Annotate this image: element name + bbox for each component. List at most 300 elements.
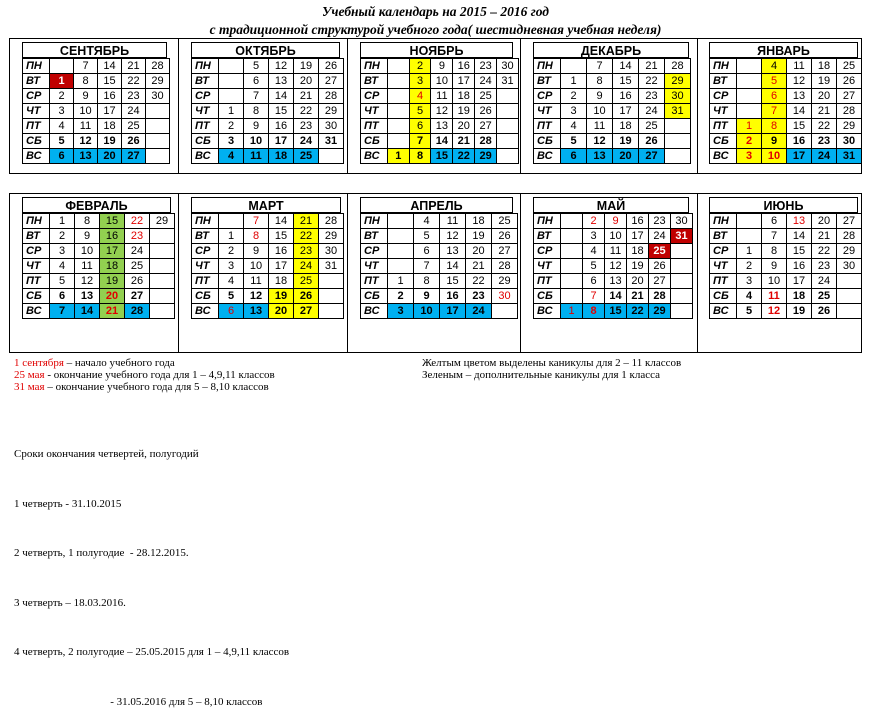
note-start: 1 сентября – начало учебного года [14, 357, 175, 369]
date-cell: 25 [639, 119, 665, 134]
day-name-cell: ВТ [192, 229, 219, 244]
date-cell: 16 [787, 134, 812, 149]
date-cell: 1 [737, 119, 762, 134]
month-name: МАЙ [533, 197, 689, 213]
date-cell: 28 [649, 289, 671, 304]
date-cell: 11 [74, 119, 98, 134]
date-cell: 23 [649, 214, 671, 229]
date-cell: 13 [787, 89, 812, 104]
day-name-cell: СБ [534, 134, 561, 149]
date-cell: 9 [244, 119, 269, 134]
date-cell: 15 [269, 229, 294, 244]
day-name-cell: ВС [361, 149, 388, 164]
day-name-cell: СР [710, 89, 737, 104]
day-name-cell: ПН [192, 214, 219, 229]
day-name-cell: ВС [534, 149, 561, 164]
date-cell: 21 [453, 134, 475, 149]
date-cell: 7 [74, 59, 98, 74]
date-cell: 9 [762, 259, 787, 274]
day-name-cell: ПТ [710, 274, 737, 289]
date-cell: 14 [75, 304, 100, 319]
date-cell: 27 [492, 244, 518, 259]
date-cell: 23 [475, 59, 497, 74]
frame-divider [347, 193, 348, 353]
day-name-cell: ПН [192, 59, 219, 74]
date-cell: 21 [466, 259, 492, 274]
date-cell: 24 [125, 244, 150, 259]
date-cell: 23 [812, 134, 837, 149]
date-cell: 15 [605, 304, 627, 319]
date-cell: 17 [269, 134, 294, 149]
date-cell: 19 [613, 134, 639, 149]
date-cell: 30 [671, 214, 693, 229]
day-name-cell: СБ [192, 134, 219, 149]
day-name-cell: ПН [23, 59, 50, 74]
date-cell: 17 [787, 149, 812, 164]
date-cell: 18 [466, 214, 492, 229]
date-cell: 29 [837, 119, 862, 134]
date-cell: 3 [388, 304, 414, 319]
frame-divider [697, 193, 698, 353]
day-name-cell: ЧТ [534, 259, 561, 274]
day-name-cell: СБ [361, 289, 388, 304]
date-cell: 4 [414, 214, 440, 229]
date-cell: 6 [219, 304, 244, 319]
date-cell: 11 [605, 244, 627, 259]
date-cell: 31 [671, 229, 693, 244]
date-cell: 7 [244, 89, 269, 104]
date-cell: 18 [453, 89, 475, 104]
frame-divider [520, 193, 521, 353]
date-cell: 23 [466, 289, 492, 304]
frame-divider [178, 193, 179, 353]
date-cell: 1 [388, 274, 414, 289]
note-end-primary: 25 мая - окончание учебного года для 1 – 4,9,11 классов [14, 369, 275, 381]
date-cell: 26 [319, 59, 344, 74]
date-cell: 6 [409, 119, 431, 134]
day-name-cell: ВС [192, 304, 219, 319]
frame-divider [697, 38, 698, 174]
date-cell: 5 [762, 74, 787, 89]
date-cell: 27 [319, 74, 344, 89]
frame-divider [347, 38, 348, 174]
day-name-cell: ВТ [710, 74, 737, 89]
date-cell: 27 [122, 149, 146, 164]
date-cell: 14 [269, 89, 294, 104]
date-cell: 21 [627, 289, 649, 304]
day-name-cell: СБ [710, 289, 737, 304]
day-name-cell: ПН [361, 214, 388, 229]
date-cell: 4 [583, 244, 605, 259]
date-cell: 29 [319, 104, 344, 119]
date-cell: 22 [125, 214, 150, 229]
date-cell: 14 [605, 289, 627, 304]
date-cell: 16 [100, 229, 125, 244]
date-cell: 26 [639, 134, 665, 149]
date-cell: 10 [762, 149, 787, 164]
date-cell: 13 [431, 119, 453, 134]
month-name: ИЮНЬ [709, 197, 858, 213]
date-cell: 15 [440, 274, 466, 289]
calendar-frame [9, 193, 862, 353]
date-cell: 4 [561, 119, 587, 134]
date-cell: 1 [561, 74, 587, 89]
terms-block [14, 413, 289, 727]
date-cell: 3 [583, 229, 605, 244]
date-cell: 25 [125, 259, 150, 274]
date-cell: 12 [244, 289, 269, 304]
date-cell: 6 [244, 74, 269, 89]
date-cell: 31 [319, 134, 344, 149]
date-cell: 9 [431, 59, 453, 74]
date-cell: 6 [762, 214, 787, 229]
date-cell: 18 [269, 274, 294, 289]
date-cell: 15 [613, 74, 639, 89]
date-cell: 12 [605, 259, 627, 274]
date-cell: 17 [440, 304, 466, 319]
date-cell: 25 [837, 59, 862, 74]
date-cell: 28 [475, 134, 497, 149]
date-cell: 5 [737, 304, 762, 319]
date-cell: 5 [414, 229, 440, 244]
date-cell: 15 [269, 104, 294, 119]
date-cell: 12 [587, 134, 613, 149]
date-cell: 12 [762, 304, 787, 319]
date-cell: 29 [649, 304, 671, 319]
date-cell: 8 [414, 274, 440, 289]
date-cell: 24 [122, 104, 146, 119]
date-cell: 29 [319, 229, 344, 244]
date-cell: 27 [475, 119, 497, 134]
date-cell: 11 [75, 259, 100, 274]
day-name-cell: ВС [710, 304, 737, 319]
date-cell: 3 [219, 259, 244, 274]
day-name-cell: ПН [710, 59, 737, 74]
day-name-cell: ВС [23, 304, 50, 319]
date-cell: 14 [98, 59, 122, 74]
date-cell: 2 [737, 134, 762, 149]
date-cell: 3 [561, 104, 587, 119]
date-cell: 21 [294, 89, 319, 104]
date-cell: 1 [737, 244, 762, 259]
date-cell: 10 [74, 104, 98, 119]
date-cell: 30 [497, 59, 519, 74]
date-cell: 30 [837, 134, 862, 149]
date-cell: 6 [762, 89, 787, 104]
date-cell: 20 [627, 274, 649, 289]
date-cell: 18 [98, 119, 122, 134]
date-cell: 2 [50, 229, 75, 244]
date-cell: 5 [219, 289, 244, 304]
date-cell: 28 [319, 214, 344, 229]
date-cell: 5 [244, 59, 269, 74]
date-cell: 6 [414, 244, 440, 259]
date-cell: 18 [613, 119, 639, 134]
date-cell: 8 [762, 244, 787, 259]
date-cell: 10 [762, 274, 787, 289]
day-name-cell: СР [192, 244, 219, 259]
day-name-cell: ВТ [534, 74, 561, 89]
date-cell: 8 [74, 74, 98, 89]
date-cell: 9 [74, 89, 98, 104]
date-cell: 21 [639, 59, 665, 74]
date-cell: 9 [414, 289, 440, 304]
date-cell: 24 [812, 274, 837, 289]
date-cell: 14 [787, 229, 812, 244]
date-cell: 9 [587, 89, 613, 104]
date-cell: 30 [319, 119, 344, 134]
term-3: 3 четверть – 18.03.2016. [14, 596, 126, 609]
date-cell: 25 [649, 244, 671, 259]
date-cell: 7 [244, 214, 269, 229]
date-cell: 10 [587, 104, 613, 119]
date-cell: 5 [409, 104, 431, 119]
date-cell: 14 [431, 134, 453, 149]
date-cell: 16 [453, 59, 475, 74]
date-cell: 27 [837, 89, 862, 104]
day-name-cell: ПН [23, 214, 50, 229]
date-cell: 8 [583, 304, 605, 319]
date-cell: 2 [583, 214, 605, 229]
date-cell: 10 [244, 259, 269, 274]
date-cell: 10 [431, 74, 453, 89]
date-cell: 28 [492, 259, 518, 274]
date-cell: 22 [812, 244, 837, 259]
date-cell: 20 [294, 74, 319, 89]
date-cell: 30 [492, 289, 518, 304]
day-name-cell: ЧТ [534, 104, 561, 119]
date-cell: 8 [762, 119, 787, 134]
month-name: НОЯБРЬ [360, 42, 513, 58]
date-cell: 17 [787, 274, 812, 289]
note-end-secondary: 31 мая – окончание учебного года для 5 – 8,10 классов [14, 381, 269, 393]
date-cell: 4 [219, 149, 244, 164]
date-cell: 29 [475, 149, 497, 164]
date-cell: 14 [787, 104, 812, 119]
date-cell: 4 [409, 89, 431, 104]
date-cell: 23 [125, 229, 150, 244]
date-cell: 12 [269, 59, 294, 74]
date-cell: 20 [100, 289, 125, 304]
date-cell: 2 [219, 244, 244, 259]
day-name-cell: ЧТ [710, 259, 737, 274]
day-name-cell: ПТ [361, 274, 388, 289]
date-cell: 6 [561, 149, 587, 164]
date-cell: 13 [74, 149, 98, 164]
day-name-cell: ЧТ [23, 104, 50, 119]
date-cell: 23 [639, 89, 665, 104]
day-name-cell: ЧТ [361, 104, 388, 119]
calendar-title: Учебный календарь на 2015 – 2016 год [322, 4, 549, 19]
date-cell: 3 [737, 149, 762, 164]
date-cell: 27 [294, 304, 319, 319]
date-cell: 18 [812, 59, 837, 74]
date-cell: 1 [561, 304, 583, 319]
day-name-cell: ПТ [192, 274, 219, 289]
date-cell: 14 [440, 259, 466, 274]
date-cell: 19 [812, 74, 837, 89]
date-cell: 16 [627, 214, 649, 229]
date-cell: 27 [639, 149, 665, 164]
day-name-cell: ПТ [534, 274, 561, 289]
day-name-cell: ПТ [23, 119, 50, 134]
date-cell: 24 [639, 104, 665, 119]
month-name: ЯНВАРЬ [709, 42, 858, 58]
date-cell: 3 [50, 244, 75, 259]
date-cell: 13 [605, 274, 627, 289]
date-cell: 9 [762, 134, 787, 149]
day-name-cell: СР [192, 89, 219, 104]
date-cell: 11 [244, 149, 269, 164]
date-cell: 2 [219, 119, 244, 134]
date-cell: 20 [812, 214, 837, 229]
date-cell: 13 [440, 244, 466, 259]
date-cell: 26 [812, 304, 837, 319]
date-cell: 26 [475, 104, 497, 119]
day-name-cell: СБ [361, 134, 388, 149]
date-cell: 7 [587, 59, 613, 74]
date-cell: 12 [431, 104, 453, 119]
day-name-cell: СР [534, 244, 561, 259]
day-name-cell: ПТ [534, 119, 561, 134]
term-4-secondary: - 31.05.2016 для 5 – 8,10 классов [14, 695, 263, 708]
day-name-cell: ВС [710, 149, 737, 164]
day-name-cell: ПН [534, 59, 561, 74]
date-cell: 17 [627, 229, 649, 244]
date-cell: 5 [50, 274, 75, 289]
day-name-cell: ЧТ [23, 259, 50, 274]
date-cell: 11 [762, 289, 787, 304]
date-cell: 21 [294, 214, 319, 229]
date-cell: 3 [409, 74, 431, 89]
date-cell: 2 [50, 89, 74, 104]
date-cell: 16 [440, 289, 466, 304]
date-cell: 23 [294, 244, 319, 259]
date-cell: 17 [613, 104, 639, 119]
date-cell: 12 [440, 229, 466, 244]
legend-green: Зеленым – дополнительные каникулы для 1 класса [422, 369, 661, 381]
date-cell: 29 [837, 244, 862, 259]
date-cell: 25 [294, 149, 319, 164]
date-cell: 21 [812, 104, 837, 119]
date-cell: 29 [665, 74, 691, 89]
date-cell: 8 [244, 229, 269, 244]
date-cell: 1 [387, 149, 409, 164]
day-name-cell: СР [361, 244, 388, 259]
date-cell: 24 [649, 229, 671, 244]
date-cell: 17 [98, 104, 122, 119]
date-cell: 13 [787, 214, 812, 229]
date-cell: 9 [605, 214, 627, 229]
date-cell: 11 [787, 59, 812, 74]
date-cell: 17 [100, 244, 125, 259]
date-cell: 25 [812, 289, 837, 304]
calendar-frame [9, 38, 862, 174]
month-name: ДЕКАБРЬ [533, 42, 689, 58]
date-cell: 16 [613, 89, 639, 104]
date-cell: 17 [453, 74, 475, 89]
date-cell: 5 [583, 259, 605, 274]
date-cell: 22 [639, 74, 665, 89]
day-name-cell: ВС [23, 149, 50, 164]
date-cell: 14 [269, 214, 294, 229]
date-cell: 7 [414, 259, 440, 274]
day-name-cell: ВТ [192, 74, 219, 89]
date-cell: 13 [244, 304, 269, 319]
date-cell: 29 [146, 74, 170, 89]
date-cell: 21 [100, 304, 125, 319]
date-cell: 20 [269, 304, 294, 319]
date-cell: 15 [100, 214, 125, 229]
date-cell: 30 [665, 89, 691, 104]
date-cell: 23 [812, 259, 837, 274]
date-cell: 2 [561, 89, 587, 104]
day-name-cell: ВС [534, 304, 561, 319]
day-name-cell: СБ [534, 289, 561, 304]
date-cell: 9 [244, 244, 269, 259]
date-cell: 31 [497, 74, 519, 89]
date-cell: 27 [125, 289, 150, 304]
date-cell: 30 [146, 89, 170, 104]
date-cell: 11 [440, 214, 466, 229]
month-name: СЕНТЯБРЬ [22, 42, 167, 58]
date-cell: 4 [50, 119, 74, 134]
date-cell: 9 [75, 229, 100, 244]
date-cell: 15 [431, 149, 453, 164]
date-cell: 24 [475, 74, 497, 89]
date-cell: 19 [466, 229, 492, 244]
date-cell: 15 [98, 74, 122, 89]
term-2: 2 четверть, 1 полугодие - 28.12.2015. [14, 547, 189, 559]
month-name: ОКТЯБРЬ [191, 42, 340, 58]
date-cell: 15 [787, 244, 812, 259]
date-cell: 10 [75, 244, 100, 259]
day-name-cell: СР [23, 244, 50, 259]
date-cell: 11 [431, 89, 453, 104]
day-name-cell: СБ [23, 134, 50, 149]
date-cell: 2 [388, 289, 414, 304]
date-cell: 20 [466, 244, 492, 259]
date-cell: 22 [453, 149, 475, 164]
date-cell: 24 [466, 304, 492, 319]
date-cell: 30 [837, 259, 862, 274]
date-cell: 27 [837, 214, 862, 229]
date-cell: 22 [812, 119, 837, 134]
date-cell: 25 [492, 214, 518, 229]
date-cell: 16 [787, 259, 812, 274]
day-name-cell: ПТ [710, 119, 737, 134]
date-cell: 22 [294, 104, 319, 119]
date-cell: 4 [737, 289, 762, 304]
day-name-cell: СР [361, 89, 388, 104]
date-cell: 26 [294, 289, 319, 304]
day-name-cell: ПТ [192, 119, 219, 134]
date-cell: 8 [75, 214, 100, 229]
date-cell: 19 [100, 274, 125, 289]
date-cell: 19 [787, 304, 812, 319]
date-cell: 19 [627, 259, 649, 274]
date-cell: 1 [50, 214, 75, 229]
date-cell: 30 [319, 244, 344, 259]
date-cell: 25 [294, 274, 319, 289]
date-cell: 7 [409, 134, 431, 149]
date-cell: 4 [219, 274, 244, 289]
legend-yellow: Желтым цветом выделены каникулы для 2 – 11 классов [422, 357, 682, 369]
date-cell: 15 [787, 119, 812, 134]
date-cell: 12 [75, 274, 100, 289]
day-name-cell: ВТ [23, 74, 50, 89]
date-cell: 10 [605, 229, 627, 244]
